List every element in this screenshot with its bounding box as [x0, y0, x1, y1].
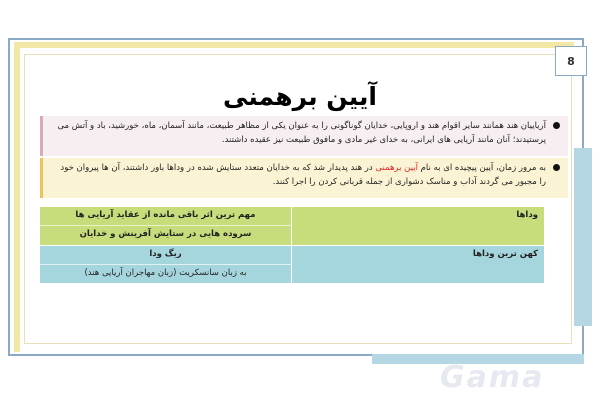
right-accent-band [574, 148, 592, 326]
paragraph-2 [40, 158, 568, 198]
paragraph-2-text-after: در هند پدیدار شد که به خدایان متعدد ستایش شده در وداها باور داشتند، آن ها پیروان خود را مجبور می گردند آداب و مناسک دشواری از جمله قربانی کردن را اجرا کنند. [60, 163, 546, 187]
paragraph-2-text-before: به مرور زمان، آیین پیچیده ای به نام [417, 163, 546, 173]
left-accent-band [14, 42, 20, 352]
paragraph-2-highlight: آیین برهمنی [375, 163, 418, 173]
bullet-icon [553, 122, 560, 129]
table-cell: سروده هایی در ستایش آفرینش و خدایان [40, 226, 292, 245]
paragraph-1-text: آریاییان هند همانند سایر اقوام هند و اروپایی، خدایان گوناگونی را به عنوان یکی از مظاهر طبیعت، مانند آسمان، ماه، خورشید، باد و آتش می پرستیدند؛ آنان مانند آریایی های ایرانی، به خدای غیر مادی و مافوق طبیعت نیز عقیده داشتند. [57, 121, 546, 145]
paragraph-1 [40, 116, 568, 156]
bullet-icon [553, 164, 560, 171]
table-cell: مهم ترین اثر باقی مانده از عقاید آریایی ها [40, 207, 292, 226]
page-title: آیین برهمنی [223, 82, 377, 111]
table-cell: ریگ ودا [40, 245, 292, 264]
watermark-logo: Gama [440, 360, 545, 395]
page-number: 8 [555, 46, 587, 76]
info-table [40, 207, 544, 283]
table-row-label: وداها [292, 207, 544, 245]
top-accent-band [14, 42, 574, 48]
table-row-label: کهن ترین وداها [292, 245, 544, 283]
table-cell: به زبان سانسکریت (زبان مهاجران آریایی هند) [40, 264, 292, 283]
